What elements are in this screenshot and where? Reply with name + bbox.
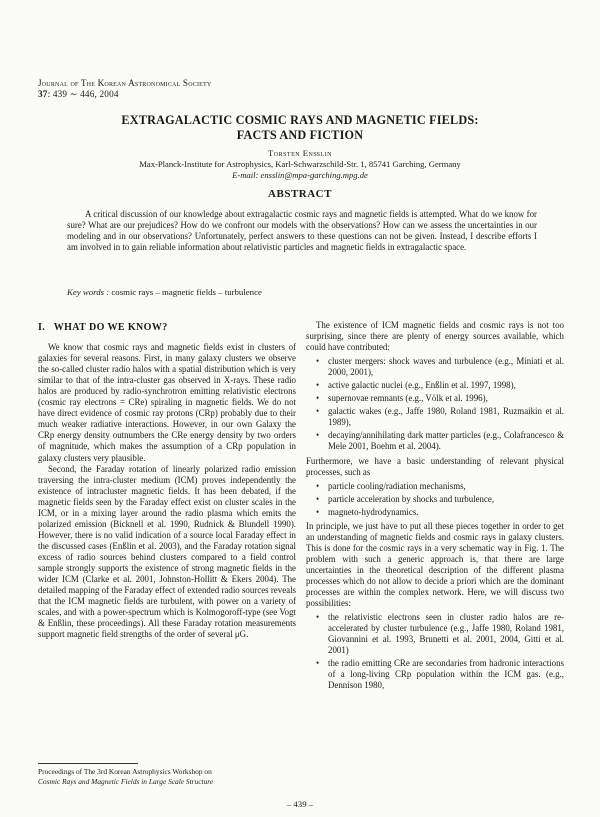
title-line-2: FACTS AND FICTION [236, 128, 364, 142]
author-name: Torsten Enßlin [268, 148, 332, 158]
section-heading: I. WHAT DO WE KNOW? [38, 322, 168, 333]
author-email: E-mail: ensslin@mpa-garching.mpg.de [232, 170, 368, 180]
author-affiliation: Max-Planck-Institute for Astrophysics, Karl-Schwarzschild-Str. 1, 85741 Garching, Germany [139, 159, 461, 169]
keywords-text: cosmic rays – magnetic fields – turbulence [111, 287, 262, 297]
journal-pages: : 439 ∼ 446, 2004 [47, 89, 119, 99]
right-paragraph-1: The existence of ICM magnetic fields and cosmic rays is not too surprising, since there are plenty of energy sources available, which could have contributed: [306, 320, 564, 353]
possibilities-list [306, 612, 564, 691]
list-item: • particle cooling/radiation mechanisms, [328, 481, 564, 492]
title-line-1: EXTRAGALACTIC COSMIC RAYS AND MAGNETIC FIELDS: [121, 113, 479, 127]
list-item: • cluster mergers: shock waves and turbulence (e.g., Miniati et al. 2000, 2001), [328, 356, 564, 378]
footnote-line-2: Cosmic Rays and Magnetic Fields in Large Scale Structure [38, 776, 214, 786]
left-column [38, 318, 296, 640]
right-paragraph-2: Furthermore, we have a basic understanding of relevant physical processes, such as [306, 455, 564, 477]
abstract-heading: ABSTRACT [268, 188, 332, 200]
section-paragraph-1: We know that cosmic rays and magnetic fields exist in clusters of galaxies for several reasons. First, in many galaxy clusters we observe the so-called cluster radio halos with a spatial distribution which is very similar to that of the intra-cluster gas observed in X-rays. These radio halos are produced by radio-synchrotron emitting relativistic electrons (cosmic ray electrons = CRe) spiraling in magnetic fields. We do not have direct evidence of cosmic ray protons (CRp) probably due to their much weaker radiative interactions. However, in our own Galaxy the CRp energy density outnumbers the CRe energy density by two orders of magnitude, which makes the assumption of a CRp population in galaxy clusters very plausible. [38, 342, 296, 463]
page-number: – 439 – [286, 799, 314, 809]
keywords [67, 287, 262, 297]
list-item: • decaying/annihilating dark matter particles (e.g., Colafrancesco & Mele 2001, Boehm et al. 2004). [328, 430, 564, 452]
list-item: • active galactic nuclei (e.g., Enßlin et al. 1997, 1998), [328, 380, 564, 391]
author-block [0, 148, 600, 181]
list-item: • particle acceleration by shocks and turbulence, [328, 494, 564, 505]
right-paragraph-3: In principle, we just have to put all these pieces together in order to get an understanding of magnetic fields and cosmic rays in galaxy clusters. This is done for the cosmic rays in a very schematic way in Fig. 1. The problem with such a generic approach is, that there are large uncertainties in the theoretical description of the different plasma processes which do not allow to decide a priori which are the dominant processes are within the complex network. Here, we will discuss two possibilities: [306, 520, 564, 609]
energy-sources-list [306, 356, 564, 452]
list-item: • supernovae remnants (e.g., Völk et al. 1996), [328, 393, 564, 404]
abstract-text: A critical discussion of our knowledge about extragalactic cosmic rays and magnetic fields is attempted. What do we know for sure? What are our prejudices? How do we confront our models with the observations? How can we assess the uncertainties in our modeling and in our observations? Unfortunately, perfect answers to these questions can not be given. Instead, I describe efforts I am involved in to gain reliable information about relativistic particles and magnetic fields in extragalactic space. [67, 209, 537, 253]
journal-volume: 37 [38, 89, 48, 99]
right-column [306, 320, 564, 694]
footnote [38, 767, 298, 786]
journal-header [38, 78, 211, 100]
list-item: • galactic wakes (e.g., Jaffe 1980, Roland 1981, Ruzmaikin et al. 1989), [328, 406, 564, 428]
journal-name: Journal of The Korean Astronomical Society [38, 78, 212, 88]
processes-list [306, 481, 564, 518]
section-paragraph-2: Second, the Faraday rotation of linearly polarized radio emission traversing the intra-cluster medium (ICM) proves independently the existence of intracluster magnetic fields. It has been debated, if the magnetic fields seen by the Faraday effect exist on cluster scales in the ICM, or in a mixing layer around the radio plasma which emits the polarized emission (Bicknell et al. 1990, Rudnick & Blundell 1990). However, there is no valid indication of a source local Faraday effect in the discussed cases (Enßlin et al. 2003), and the Faraday rotation signal excess of radio sources behind clusters compared to a field control sample strongly supports the existence of strong magnetic fields in the wider ICM (Clarke et al. 2001, Johnston-Hollitt & Ekers 2004). The detailed mapping of the Faraday effect of extended radio sources reveals that the ICM magnetic fields are turbulent, with power on a variety of scales, and with a power-spectrum which is Kolmogoroff-type (see Vogt & Enßlin, these proceedings). All these Faraday rotation measurements support magnetic field strengths of the order of several μG. [38, 463, 296, 640]
list-item: • magneto-hydrodynamics. [328, 507, 564, 518]
list-item: • the radio emitting CRe are secondaries from hadronic interactions of a long-living CRp population within the ICM gas. (e.g., Dennison 1980, [328, 658, 564, 691]
journal-citation [38, 89, 211, 100]
paper-title [0, 113, 600, 143]
list-item: • the relativistic electrons seen in cluster radio halos are re-accelerated by cluster turbulence (e.g., Jaffe 1980, Roland 1981, Giovannini et al. 1993, Brunetti et al. 2001, 2004, Gitti et al. 2001) [328, 612, 564, 656]
keywords-label: Key words : [67, 287, 110, 297]
footnote-line-1: Proceedings of The 3rd Korean Astrophysics Workshop on [38, 767, 212, 776]
footnote-rule [38, 763, 138, 764]
